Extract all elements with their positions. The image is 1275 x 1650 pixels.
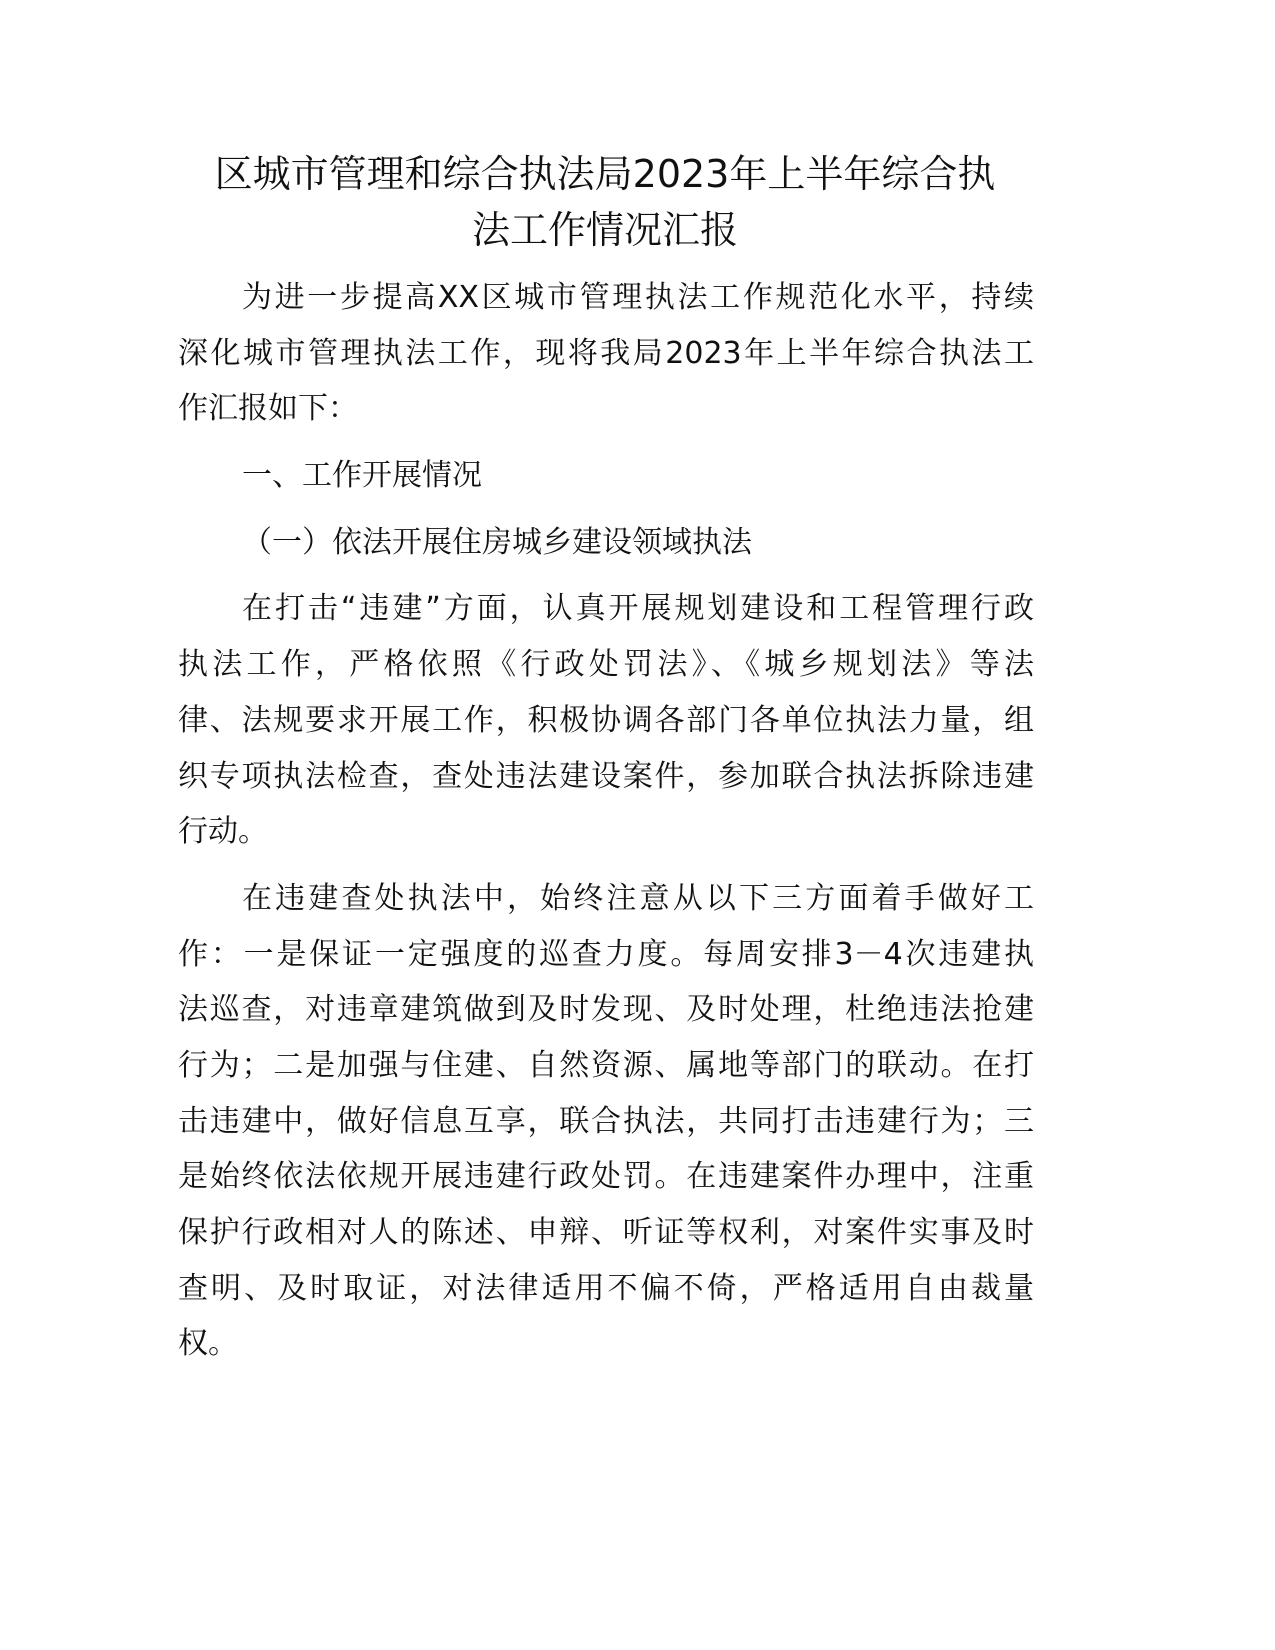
text-line: 法巡查，对违章建筑做到及时发现、及时处理，杜绝违法抢建	[178, 992, 1034, 1028]
text-line: 权。	[178, 1326, 238, 1362]
text-line: 为进一步提高XX区城市管理执法工作规范化水平，持续	[242, 280, 1034, 315]
paragraph-illegal-construction	[178, 581, 1034, 859]
text-line: 在打击“违建”方面，认真开展规划建设和工程管理行政	[242, 591, 1034, 627]
text-line: 律、法规要求开展工作，积极协调各部门各单位执法力量，组	[178, 702, 1034, 738]
document-title	[170, 146, 1040, 258]
text-line: 织专项执法检查，查处违法建设案件，参加联合执法拆除违建	[178, 758, 1034, 794]
paragraph-enforcement-measures	[178, 871, 1034, 1372]
title-line-2: 法工作情况汇报	[471, 208, 738, 252]
text-line: 查明、及时取证，对法律适用不偏不倚，严格适用自由裁量	[178, 1270, 1034, 1306]
text-line: 作汇报如下：	[178, 391, 358, 427]
text-line: 是始终依法依规开展违建行政处罚。在违建案件办理中，注重	[178, 1159, 1034, 1195]
text-line: 行为；二是加强与住建、自然资源、属地等部门的联动。在打	[178, 1047, 1034, 1083]
text-line: 击违建中，做好信息互享，联合执法，共同打击违建行为；三	[178, 1103, 1034, 1139]
text-line: 一、工作开展情况	[242, 458, 482, 494]
section-heading	[178, 448, 1034, 504]
title-line-1: 区城市管理和综合执法局2023年上半年综合执	[214, 152, 996, 196]
text-line: 行动。	[178, 814, 268, 850]
text-line: 作：一是保证一定强度的巡查力度。每周安排3－4次违建执	[178, 936, 1034, 972]
text-line: 深化城市管理执法工作，现将我局2023年上半年综合执法工	[178, 335, 1034, 371]
paragraph-gap	[178, 504, 1034, 515]
text-line: 在违建查处执法中，始终注意从以下三方面着手做好工	[242, 880, 1034, 916]
text-line: 执法工作，严格依照《行政处罚法》、《城乡规划法》等法	[178, 647, 1034, 683]
paragraph-gap	[178, 1372, 1034, 1383]
paragraph-gap	[178, 570, 1034, 581]
text-line: 保护行政相对人的陈述、申辩、听证等权利，对案件实事及时	[178, 1215, 1034, 1250]
paragraph-gap	[178, 437, 1034, 448]
intro-paragraph	[178, 270, 1034, 437]
subsection-heading	[178, 515, 1034, 571]
paragraph-gap	[178, 860, 1034, 871]
text-line: （一）依法开展住房城乡建设领域执法	[242, 524, 752, 560]
document-body	[178, 270, 1034, 1383]
